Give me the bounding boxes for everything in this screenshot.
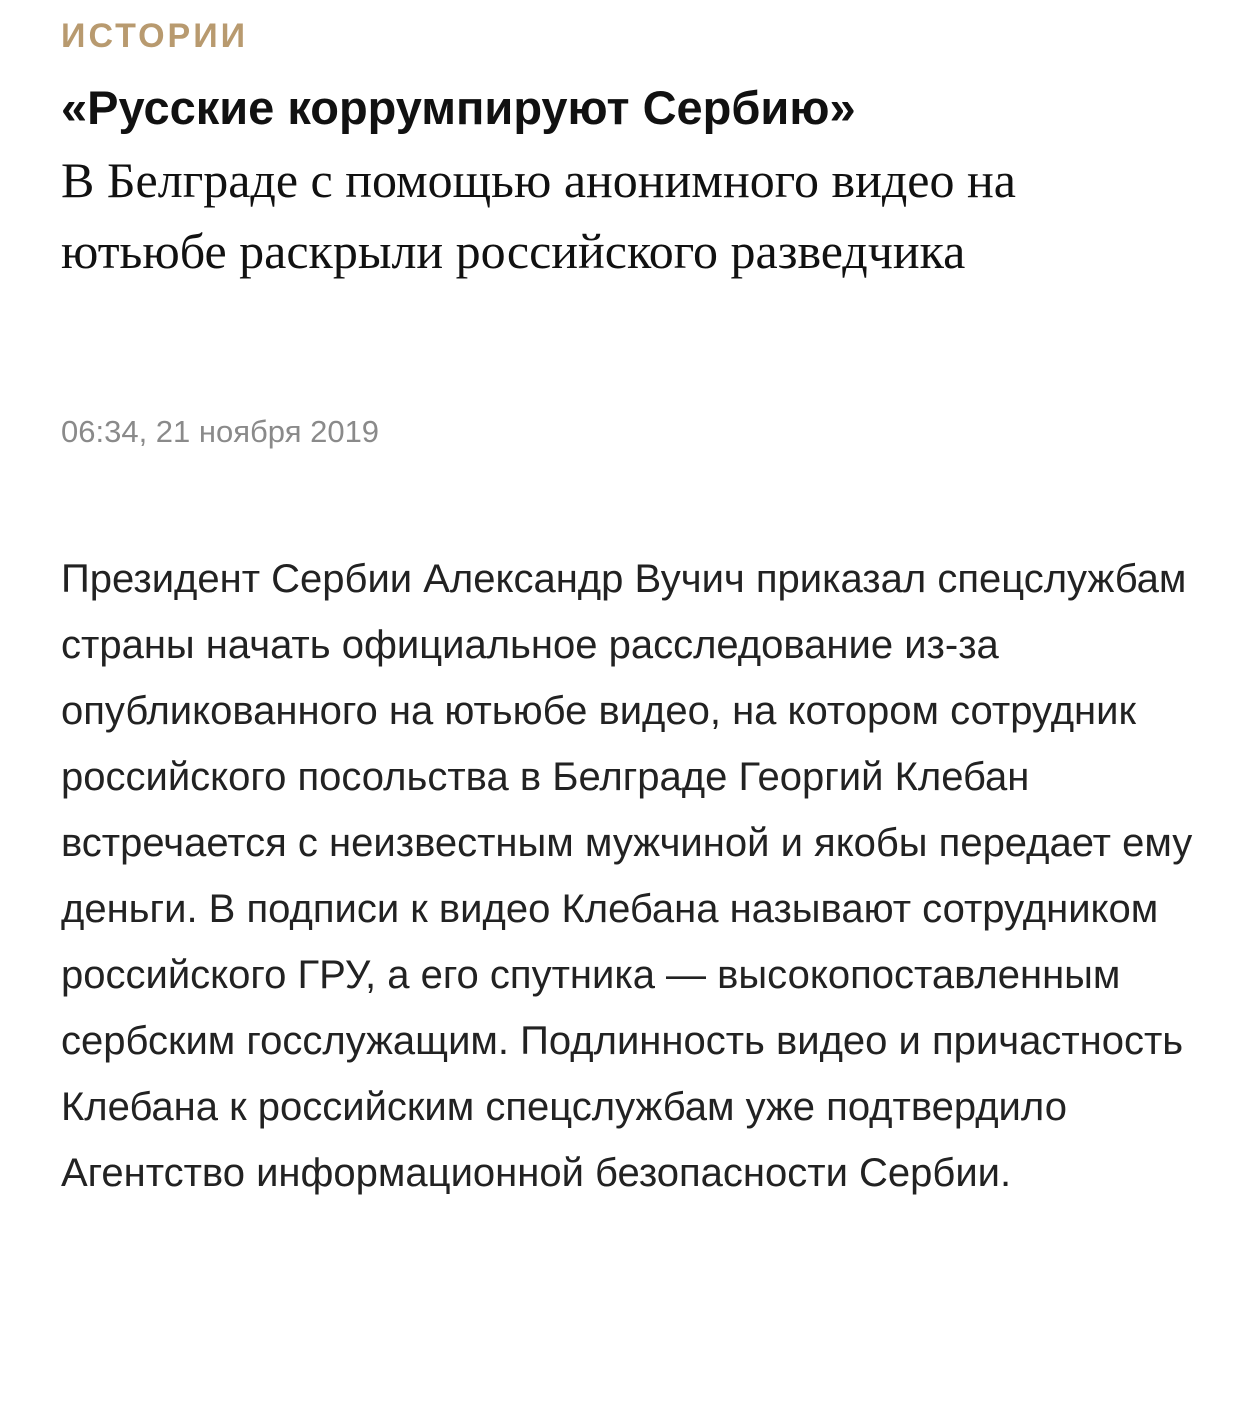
section-label[interactable]: ИСТОРИИ <box>61 17 249 55</box>
article-headline: «Русские коррумпируют Сербию» <box>61 81 856 134</box>
article-subheadline: В Белграде с помощью анонимного видео на ютьюбе раскрыли российского разведчика <box>61 152 1016 279</box>
publish-timestamp: 06:34, 21 ноября 2019 <box>61 414 380 449</box>
article-body-paragraph: Президент Сербии Александр Вучич приказал спецслужбам страны начать официальное расследование из-за опубликованного на ютьюбе видео, на котором сотрудник российского посольства в Белграде Георгий Клебан встречается с неизвестным мужчиной и якобы передает ему деньги. В подписи к видео Клебана называют сотрудником российского ГРУ, а его спутника — высокопоставленным сербским госслужащим. Подлинность видео и причастность Клебана к российским спецслужбам уже подтвердило Агентство информационной безопасности Сербии. <box>61 557 1193 1195</box>
